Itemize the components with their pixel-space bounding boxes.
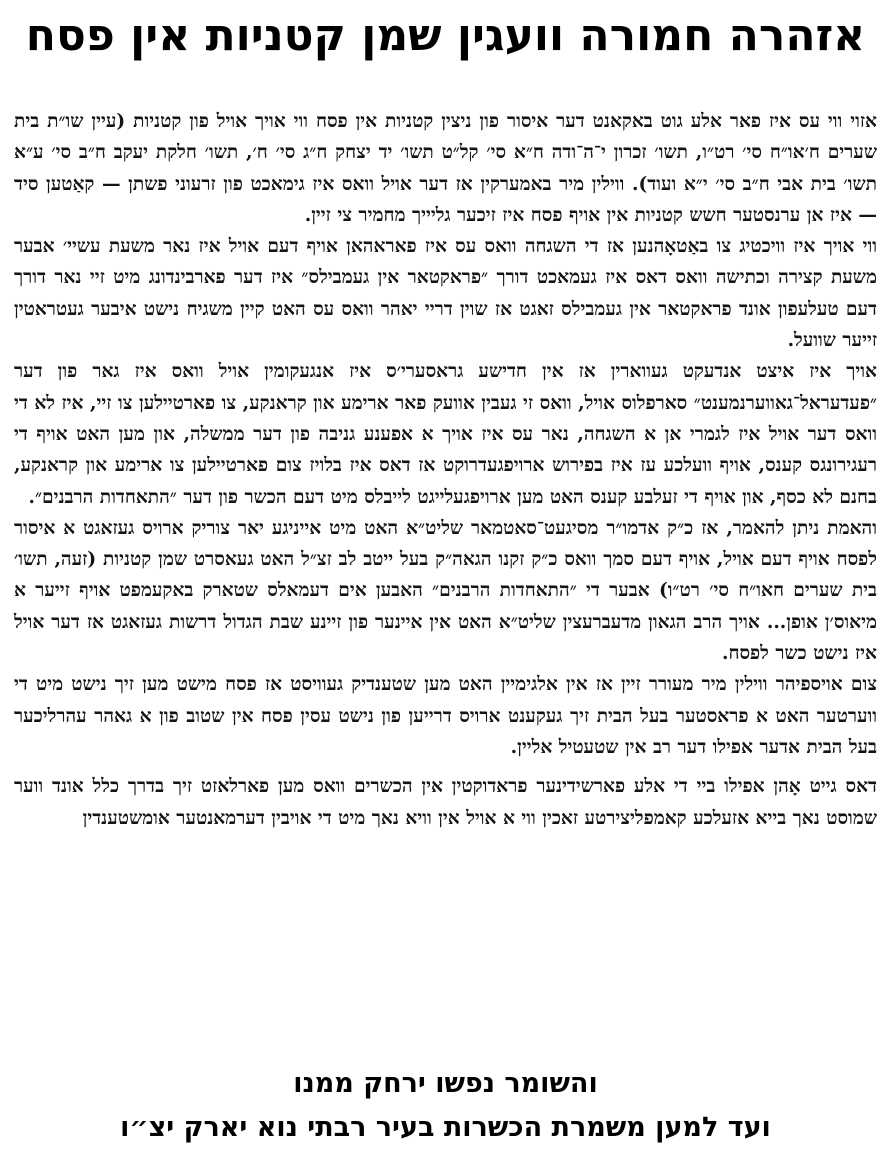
paragraph-surplus-oil: אויך איז איצט אנדעקט געווארין אז אין חדישע גראסערי׳ס איז אנגעקומין אויל וואס איז גאר פון דער ״פעדעראל־גאווערנמענט״ סארפלוס אויל, וואס זי געבין אוועק פאר ארימע און קראנקע, צו פארטיילען צו זיי, איז לא די וואס דער אויל איז לגמרי אן א השגחה, נאר עס איז אויך א אפענע גניבה פון דער ממשלה, און מען האט אויף די רעגירונגס קענס, אויף וועלכע עז איז בפירוש ארויפגעדרוקט אז דאס איז בלויז צום פארטיילען צו ארימע און קראנקע, בחנם לא כסף, און אויף די זעלבע קענס האט מען ארויפגעלייגט לייבלס מיט דעם הכשר פון דער ״התאחדות הרבנים״. xyxy=(14,361,877,508)
paragraph-supervision: ווי אויך איז וויכטיג צו באַטאָהנען אז די השגחה וואס עס איז פאראהאן אויף דעם אויל איז נאר משעת עשיי׳ אבער משעת קצירה וכתישה וואס דאס איז געמאכט דורך ״פראקטאר אין געמבילס״ איז דער פארבינדונג מיט זיי נאר דורך דעם טעלעפון אונד פראקטאר אין געמבילס זאגט אז שוין דריי יאהר וואס עס האט קיין משגיח נישט איבער געטראטין זייער שוועל. xyxy=(14,236,877,352)
paragraph-rabbinic-ruling: והאמת ניתן להאמר, אז כ״ק אדמו״ר מסיגעט־סאטמאר שליט״א האט מיט אייניגע יאר צוריק ארויס געזאגט א איסור לפסח אויף דעם אויל, אויף דעם סמך וואס כ״ק זקנו הגאה״ק בעל ייטב לב זצ״ל האט געאסרט שמן קטניות (זעה, תשו׳ בית שערים חאו״ח סי׳ רט״ו) אבער די ״התאחדות הרבנים״ האבען אים דעמאלס שטארק באקעמפט אויף זייער א מיאוס׳ן אופן... אויך הרב הגאון מדעברעצין שליט״א האט אין איינער פון זיינע שבת הגדול דרשות געזאגט אז דער אויל איז נישט כשר לפסח. xyxy=(14,517,877,665)
notice-body xyxy=(14,106,877,834)
closing-signature: ועד למען משמרת הכשרות בעיר רבתי נוא יארק יצ״ו xyxy=(120,1112,771,1143)
notice-headline: אזהרה חמורה וועגין שמן קטניות אין פסח xyxy=(25,10,866,61)
notice-closing xyxy=(14,1062,877,1150)
paragraph-final: דאס גייט אָהן אפילו ביי די אלע פארשידינער פראדוקטין אין הכשרים וואס מען פארלאזט זיך בדרך כלל אונד ווער שמוסט נאך בייא אזעלכע קאמפליצירטע זאכין ווי א אויל אין וויא נאך מיט די אויבין דערמאנטער אומשטענדין xyxy=(14,776,877,829)
paragraph-conclusion: צום אויספיהר ווילין מיר מעורר זיין אז אין אלגימיין האט מען שטענדיק געוויסט אז פסח מישט מען זיך נישט מיט די ווערטער האט א פראסטער בעל הבית זיך געקענט ארויס דרייען פון נישט עסין פסח אין שטוב פון א גאהר עהרליכער בעל הבית אדער אפילו דער רב אין שטעטיל אליין. xyxy=(14,674,877,758)
paragraph-intro: אזוי ווי עס איז פאר אלע גוט באקאנט דער איסור פון ניצין קטניות אין פסח ווי אויך אויל פון קטניות (עיין שו״ת בית שערים ח׳או״ח סי׳ רט״ו, תשו׳ זכרון י־ה־ודה ח״א סי׳ קל״ט תשו׳ יד יצחק ח״ג סי׳ ח׳, תשו׳ חלקת יעקב ח״ב סי׳ ע״א תשו׳ בית אבי ח״ב סי׳ י״א ועוד). ווילין מיר באמערקין אז דער אויל וואס איז גימאכט פון זרעוני פשתן — קאַטען סיד — איז אן ערנסטער חשש קטניות אין אויף פסח איז זיכער גליייך מחמיר צי זיין. xyxy=(14,111,877,226)
closing-line-1: והשומר נפשו ירחק ממנו xyxy=(293,1068,598,1099)
